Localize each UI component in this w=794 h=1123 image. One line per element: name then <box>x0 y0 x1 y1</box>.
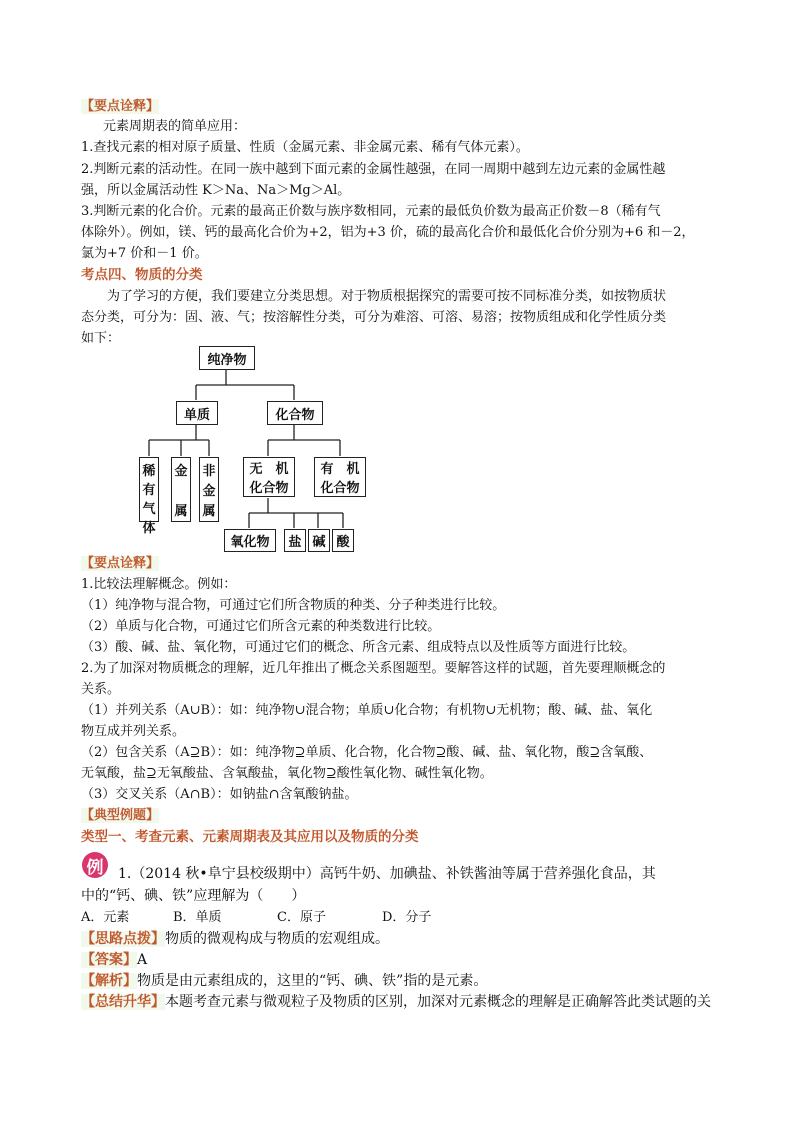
analysis-tag: 【解析】 <box>81 973 137 989</box>
hint-tag: 【思路点拨】 <box>81 931 165 947</box>
type-title: 类型一、考查元素、元素周期表及其应用以及物质的分类 <box>81 829 419 845</box>
paragraph: （1）纯净物与混合物，可通过它们所含物质的种类、分子种类进行比较。 <box>81 598 506 613</box>
paragraph: （2）单质与化合物，可通过它们所含元素的种类数进行比较。 <box>81 619 441 634</box>
node-noble-gas <box>139 457 159 536</box>
analysis-text: 物质是由元素组成的，这里的“钙、碘、铁”指的是元素。 <box>137 973 488 989</box>
node-line: 化合物 <box>249 481 289 496</box>
answer-tag: 【答案】 <box>81 952 137 968</box>
example-badge: 例 <box>82 852 108 878</box>
paragraph: 物互成并列关系。 <box>81 724 186 739</box>
summary-tag: 【总结升华】 <box>81 994 165 1010</box>
node-base: 碱 <box>308 529 330 552</box>
paragraph: 1.查找元素的相对原子质量、性质（金属元素、非金属元素、稀有气体元素）。 <box>81 140 529 155</box>
summary-text: 本题考查元素与微观粒子及物质的区别，加深对元素概念的理解是正确解答此类试题的关 <box>165 994 711 1010</box>
hint-text: 物质的微观构成与物质的宏观组成。 <box>165 931 389 947</box>
node-line: 无 机 <box>249 462 289 477</box>
paragraph: 为了学习的方便，我们要建立分类思想。对于物质根据探究的需要可按不同标准分类，如按物质状 <box>107 289 667 304</box>
node-char: 非 <box>202 464 216 480</box>
answer-text: A <box>137 952 148 968</box>
node-char: 体 <box>142 521 156 536</box>
node-compound: 化合物 <box>267 401 323 425</box>
paragraph: 强，所以金属活动性 K＞Na、Na＞Mg＞Al。 <box>81 183 351 198</box>
node-organic-compound <box>314 457 366 497</box>
option-d: D．分子 <box>382 910 432 925</box>
node-char: 气 <box>142 502 156 517</box>
paragraph: 元素周期表的简单应用： <box>103 119 247 134</box>
node-metal <box>171 457 191 522</box>
section-title: 考点四、物质的分类 <box>81 267 203 283</box>
paragraph: 体除外）。例如，镁、钙的最高化合价为+2，铝为+3 价，硫的最高化合价和最低化合价分别为+6 和－2， <box>81 225 695 240</box>
node-char: 稀 <box>142 464 156 479</box>
node-pure-substance: 纯净物 <box>199 346 255 370</box>
node-char: 金 <box>174 464 188 479</box>
paragraph: 1.比较法理解概念。例如： <box>81 577 237 592</box>
node-char: 金 <box>202 483 216 499</box>
node-element-substance: 单质 <box>176 401 218 425</box>
node-line: 有 机 <box>320 462 360 477</box>
paragraph: 无氧酸，盐⊇无氧酸盐、含氧酸盐，氧化物⊇酸性氧化物、碱性氧化物。 <box>81 766 493 781</box>
node-nonmetal <box>199 457 219 522</box>
node-inorganic-compound <box>243 457 295 497</box>
paragraph: 关系。 <box>81 682 121 697</box>
node-char: 属 <box>202 503 216 519</box>
paragraph: （3）交叉关系（A∩B）：如钠盐∩含氧酸钠盐。 <box>81 787 358 802</box>
option-c: C．原子 <box>277 910 326 925</box>
paragraph: 2.判断元素的活动性。在同一族中越到下面元素的金属性越强，在同一周期中越到左边元素的金属性越 <box>81 162 666 177</box>
node-line: 化合物 <box>320 481 360 496</box>
paragraph: （2）包含关系（A⊇B）：如：纯净物⊇单质、化合物，化合物⊇酸、碱、盐、氧化物，酸⊇含氧酸、 <box>81 745 653 760</box>
node-char: 属 <box>174 504 188 519</box>
paragraph: 态分类，可分为：固、液、气；按溶解性分类，可分为难溶、可溶、易溶；按物质组成和化学性质分类 <box>81 310 667 325</box>
paragraph: 氯为+7 价和－1 价。 <box>81 246 208 261</box>
node-oxide: 氧化物 <box>224 529 276 552</box>
paragraph: 2.为了加深对物质概念的理解，近几年推出了概念关系图题型。要解答这样的试题，首先要理顺概念的 <box>81 661 666 676</box>
node-salt: 盐 <box>284 529 306 552</box>
section-tag: 【典型例题】 <box>81 808 160 823</box>
paragraph: 如下： <box>81 331 121 346</box>
section-tag: 【要点诠释】 <box>81 556 160 571</box>
section-tag: 【要点诠释】 <box>81 99 160 114</box>
question-text: 1.（2014 秋•阜宁县校级期中）高钙牛奶、加碘盐、补铁酱油等属于营养强化食品，其 <box>118 866 656 882</box>
option-b: B．单质 <box>173 910 222 925</box>
paragraph: （3）酸、碱、盐、氧化物，可通过它们的概念、所含元素、组成特点以及性质等方面进行比较。 <box>81 640 636 655</box>
paragraph: 3.判断元素的化合价。元素的最高正价数与族序数相同，元素的最低负价数为最高正价数－8（稀有气 <box>81 204 661 219</box>
question-text: 中的“钙、碘、铁”应理解为（ ） <box>81 888 306 904</box>
node-acid: 酸 <box>332 529 354 552</box>
paragraph: （1）并列关系（A∪B）：如：纯净物∪混合物；单质∪化合物；有机物∪无机物；酸、碱、盐、氧化 <box>81 703 653 718</box>
node-char: 有 <box>142 483 156 498</box>
option-a: A．元素 <box>81 910 130 925</box>
